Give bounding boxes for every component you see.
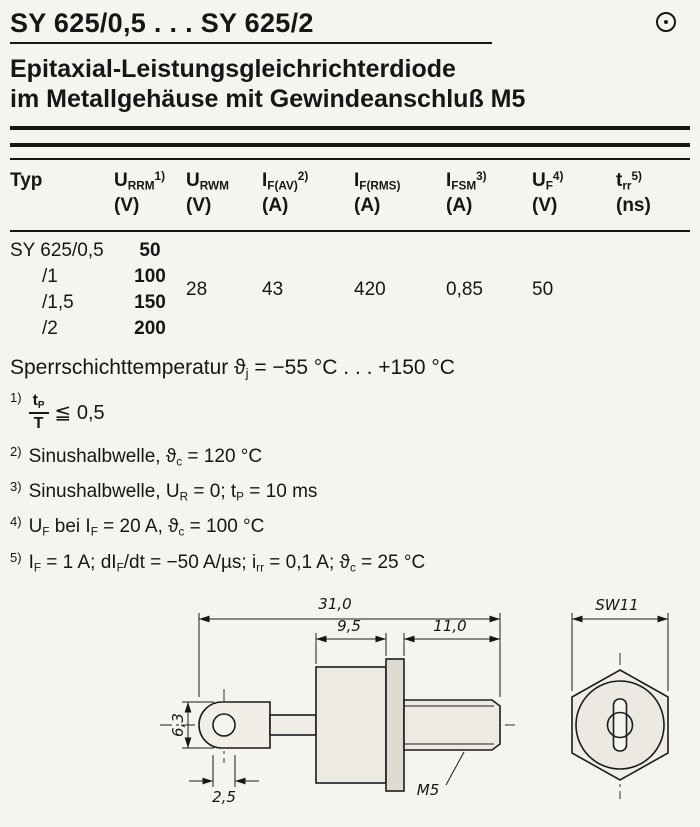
- header: [10, 8, 690, 44]
- footnote-2-marker: 2): [10, 443, 22, 459]
- hex-flange: [386, 659, 404, 791]
- footnote-5-text: $I_F = 1$ A; $dI_F/dt = -50$ A/µs; $i_{rr} = 0,1$ A; $ϑ_c = 25$ °C: [28, 551, 426, 574]
- package-drawing-svg: [0, 587, 700, 822]
- table-header-row: [10, 159, 690, 231]
- divider-rule-top: [10, 126, 690, 130]
- dim-body-extensions: [316, 633, 386, 664]
- col-header-ifav: $I_{F(AV)}^{2)}$ (A): [262, 170, 309, 217]
- col-header-urrm: $U_{RRM}^{1)}$ (V): [114, 170, 165, 217]
- type-cell: /2: [42, 317, 58, 339]
- divider-rule-bottom: [10, 143, 690, 147]
- title-block: [10, 8, 492, 44]
- col-header-urwm: $U_{RWM}$ (V): [186, 170, 229, 217]
- uf-cell: 0,85: [446, 278, 483, 300]
- type-cell: SY 625/0,5: [10, 239, 104, 261]
- ifrms-cell: 43: [262, 278, 284, 300]
- lead-neck: [270, 715, 316, 735]
- footnote-1-text: ≦ 0,5: [54, 402, 105, 425]
- page-title: SY 625/0,5 . . . SY 625/2: [10, 8, 314, 38]
- thread-callout: [417, 752, 464, 799]
- table-row: [10, 231, 690, 264]
- footnote-2: [10, 443, 690, 469]
- ifav-cell: 28: [186, 278, 208, 300]
- col-header-ifrms: $I_{F(RMS)}$ (A): [354, 170, 401, 217]
- case-body: [316, 667, 386, 783]
- thread-leader-line: [446, 752, 464, 785]
- dim-lug-label: 6,3: [169, 713, 187, 737]
- type-cell: /1,5: [42, 291, 74, 313]
- col-header-ifsm: $I_{FSM}^{3)}$ (A): [446, 170, 487, 217]
- footnote-2-text: Sinushalbwelle, $ϑ_c = 120$ °C: [28, 445, 263, 469]
- footnote-1: [10, 392, 690, 432]
- trr-cell: 50: [532, 278, 554, 300]
- dim-thread-label: 11,0: [433, 616, 467, 635]
- footnote-5-marker: 5): [10, 549, 22, 565]
- register-mark-icon: [656, 12, 676, 32]
- junction-temperature-line: Sperrschichttemperatur $ϑ_j = -55$ °C . . . +150 °C: [10, 355, 455, 381]
- footnote-3: [10, 481, 690, 503]
- urrm-cell: 200: [134, 317, 166, 339]
- urrm-cell: 50: [139, 239, 161, 261]
- page-subtitle: [10, 54, 690, 114]
- title-underline: [10, 42, 492, 44]
- type-cell: /1: [42, 265, 58, 287]
- lug-hole: [213, 714, 235, 736]
- threaded-stud: [404, 700, 500, 750]
- dim-thread-length: [404, 617, 500, 656]
- footnote-3-text: Sinushalbwelle, $U_R = 0$; $t_P = 10$ ms: [28, 481, 318, 504]
- dim-body-label: 9,5: [337, 616, 361, 635]
- dim-hole-label: 2,5: [212, 787, 236, 806]
- footnote-4-marker: 4): [10, 514, 22, 530]
- thread-label: M5: [416, 780, 440, 799]
- dim-wrench-label: SW11: [595, 595, 639, 614]
- register-mark-dot: [664, 20, 668, 24]
- dim-total-label: 31,0: [318, 594, 352, 613]
- col-header-uf: $U_F^{4)}$ (V): [532, 170, 564, 217]
- urrm-cell: 100: [134, 265, 166, 287]
- subtitle-line-2: im Metallgehäuse mit Gewindeanschluß M5: [10, 85, 526, 113]
- urrm-cell: 150: [134, 291, 166, 313]
- col-header-typ: Typ: [10, 170, 43, 191]
- footnote-1-fraction: $\frac{t_P}{T}$: [29, 392, 49, 432]
- col-header-trr: $t_{rr}^{5)}$ (ns): [616, 170, 651, 217]
- subtitle-line-1: Epitaxial-Leistungsgleichrichterdiode: [10, 55, 456, 83]
- ifsm-cell: 420: [354, 278, 386, 300]
- footnote-5: [10, 549, 690, 574]
- footnote-4: [10, 516, 690, 538]
- footnote-3-marker: 3): [10, 479, 22, 495]
- diode-end-view: [572, 670, 668, 780]
- diode-side-view: [199, 659, 500, 791]
- ratings-table: [10, 158, 690, 342]
- dim-body-length: [316, 617, 386, 664]
- footnote-1-marker: 1): [10, 390, 22, 406]
- lug-edge-slot: [614, 699, 627, 751]
- footnotes: [10, 392, 690, 574]
- footnote-4-text: $U_F$ bei $I_F = 20$ A, $ϑ_c = 100$ °C: [28, 516, 265, 539]
- package-outline-drawing: [0, 587, 690, 827]
